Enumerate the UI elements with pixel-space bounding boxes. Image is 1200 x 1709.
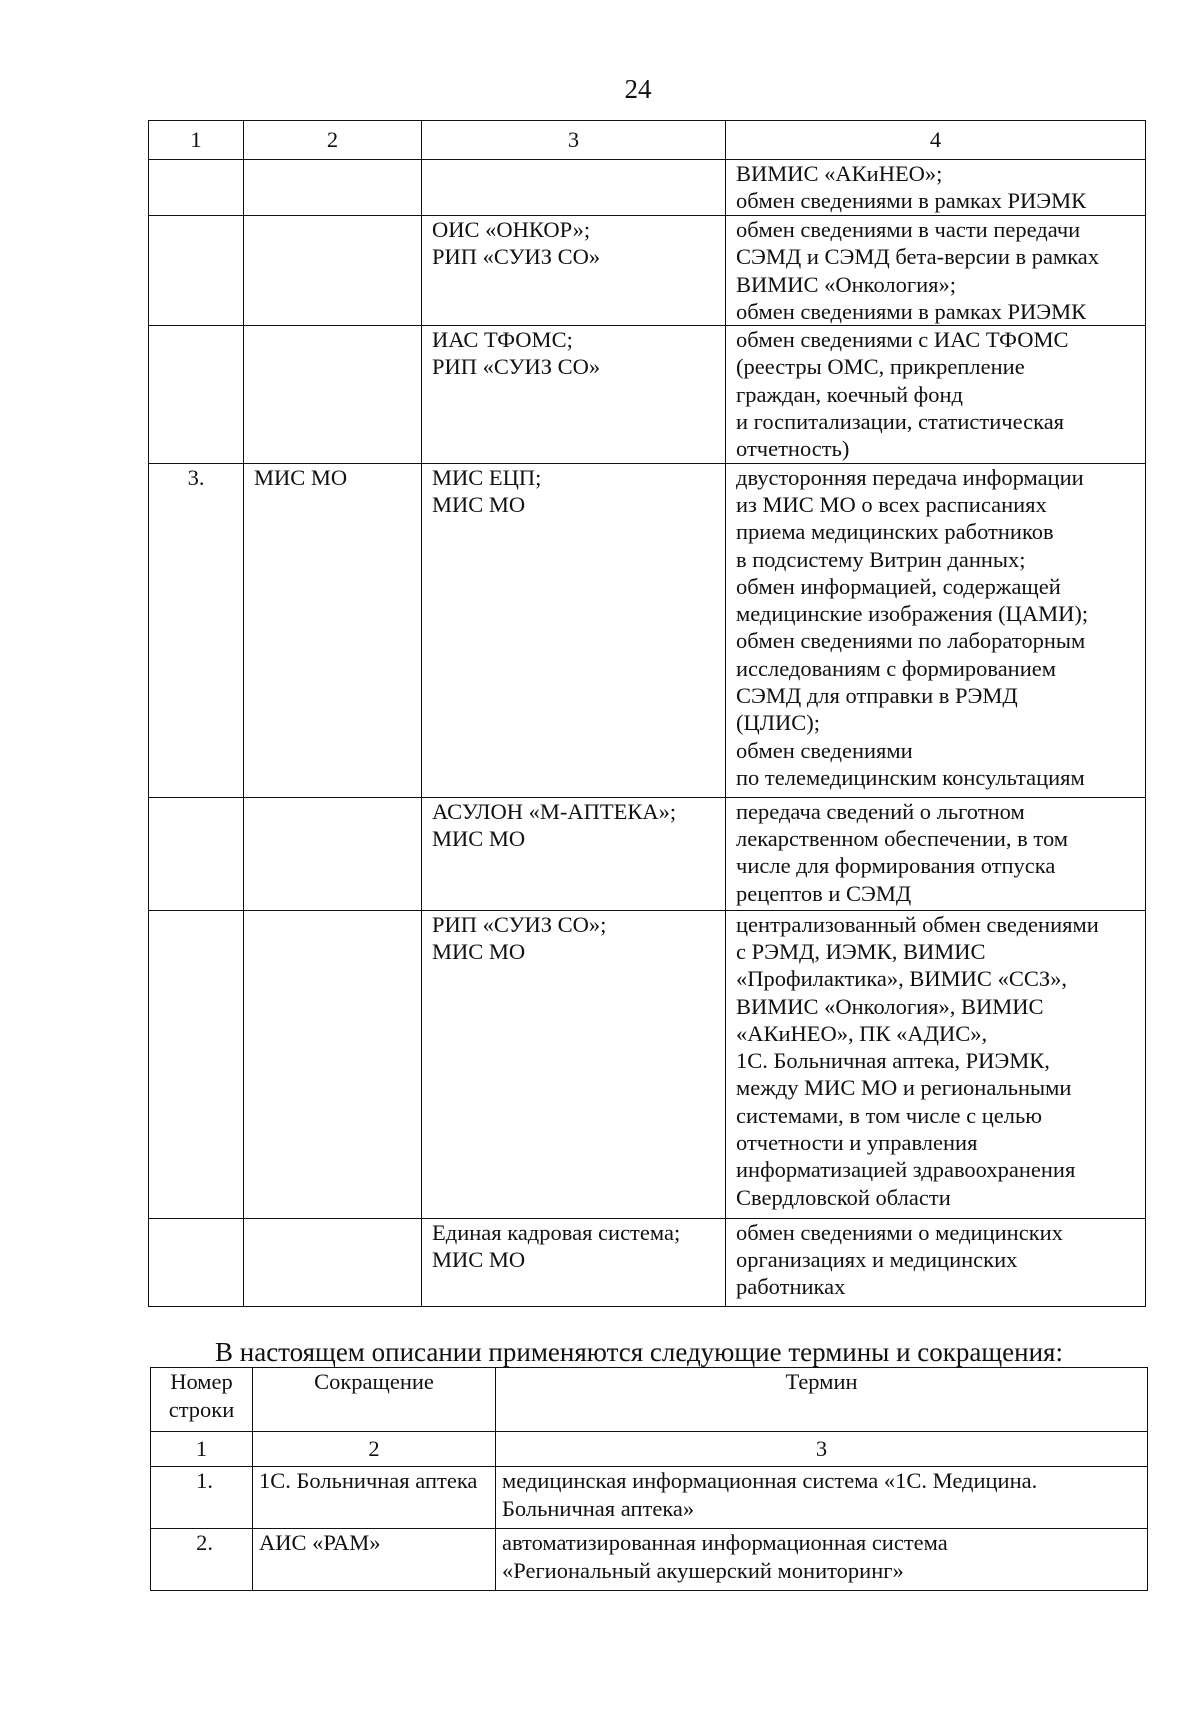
column-header: 4 [726,121,1146,160]
system-cell [244,160,422,216]
abbreviation-cell: 1С. Больничная аптека [253,1467,496,1529]
table-row [149,160,1146,216]
partner-cell: МИС ЕЦП; МИС МО [422,463,726,797]
description-cell: обмен сведениями с ИАС ТФОМС (реестры ОМС, прикрепление граждан, коечный фонд и госпитализации, статистическая отчетность) [726,326,1146,463]
description-cell: ВИМИС «АКиНЕО»; обмен сведениями в рамках РИЭМК [726,160,1146,216]
table-row [149,216,1146,326]
row-number-cell [149,910,244,1218]
row-number-cell [149,326,244,463]
system-cell [244,1218,422,1306]
column-header: Сокращение [253,1368,496,1432]
system-cell [244,797,422,910]
table-row [149,910,1146,1218]
column-header: 1 [149,121,244,160]
table-row [151,1467,1148,1529]
row-number-cell: 1. [151,1467,253,1529]
partner-cell: Единая кадровая система; МИС МО [422,1218,726,1306]
table-row [149,797,1146,910]
partner-cell [422,160,726,216]
system-cell [244,910,422,1218]
systems-table [148,120,1146,1307]
terms-heading: В настоящем описании применяются следующие термины и сокращения: [215,1337,1063,1367]
terms-table [150,1367,1148,1591]
column-number: 3 [496,1432,1148,1467]
row-number-cell: 3. [149,463,244,797]
system-cell: МИС МО [244,463,422,797]
column-number: 2 [253,1432,496,1467]
description-cell: двусторонняя передача информации из МИС МО о всех расписаниях приема медицинских работников в подсистему Витрин данных; обмен информацией, содержащей медицинские изображения (ЦАМИ); обмен сведениями по лабораторным исследованиям с формированием СЭМД для отправки в РЭМД (ЦЛИС); обмен сведениями по телемедицинским консультациям [726,463,1146,797]
table-row [149,463,1146,797]
row-number-cell [149,160,244,216]
table-row [151,1529,1148,1591]
partner-cell: ОИС «ОНКОР»; РИП «СУИЗ СО» [422,216,726,326]
description-cell: централизованный обмен сведениями с РЭМД, ИЭМК, ВИМИС «Профилактика», ВИМИС «ССЗ», ВИМИС «Онкология», ВИМИС «АКиНЕО», ПК «АДИС», 1С. Больничная аптека, РИЭМК, между МИС МО и региональными системами, в том числе с целью отчетности и управления информатизацией здравоохранения Свердловской области [726,910,1146,1218]
partner-cell: АСУЛОН «М-АПТЕКА»; МИС МО [422,797,726,910]
description-cell: передача сведений о льготном лекарственном обеспечении, в том числе для формирования отпуска рецептов и СЭМД [726,797,1146,910]
row-number-cell [149,216,244,326]
partner-cell: РИП «СУИЗ СО»; МИС МО [422,910,726,1218]
description-cell: обмен сведениями в части передачи СЭМД и СЭМД бета-версии в рамках ВИМИС «Онкология»; обмен сведениями в рамках РИЭМК [726,216,1146,326]
column-number: 1 [151,1432,253,1467]
column-header: 2 [244,121,422,160]
table-row [149,1218,1146,1306]
term-cell: автоматизированная информационная система «Региональный акушерский мониторинг» [496,1529,1148,1591]
row-number-cell [149,1218,244,1306]
column-number-row [151,1432,1148,1467]
row-number-cell: 2. [151,1529,253,1591]
abbreviation-cell: АИС «РАМ» [253,1529,496,1591]
table-row [149,326,1146,463]
description-cell: обмен сведениями о медицинских организациях и медицинских работниках [726,1218,1146,1306]
table-header-row [151,1368,1148,1432]
column-header: Номер строки [151,1368,253,1432]
column-header: 3 [422,121,726,160]
column-header: Термин [496,1368,1148,1432]
term-cell: медицинская информационная система «1С. Медицина. Больничная аптека» [496,1467,1148,1529]
system-cell [244,216,422,326]
system-cell [244,326,422,463]
row-number-cell [149,797,244,910]
page-number: 24 [624,74,652,104]
table-header-row [149,121,1146,160]
partner-cell: ИАС ТФОМС; РИП «СУИЗ СО» [422,326,726,463]
